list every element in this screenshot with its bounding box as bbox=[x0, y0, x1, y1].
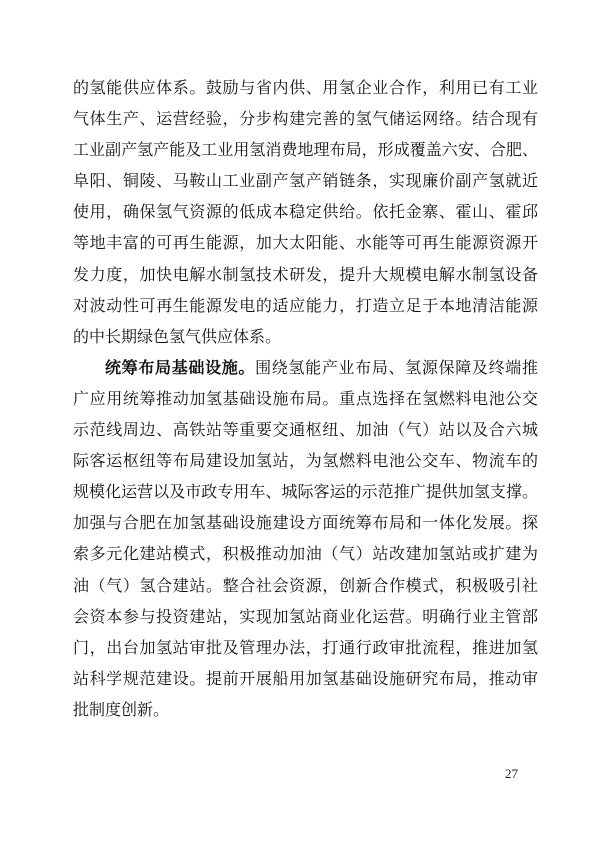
text-line: 阜阳、铜陵、马鞍山工业副产氢产销链条，实现廉价副产氢就近 bbox=[73, 171, 538, 191]
paragraph-infrastructure bbox=[73, 352, 538, 725]
text-line: 使用，确保氢气资源的低成本稳定供给。依托金寨、霍山、霍邱 bbox=[73, 202, 538, 222]
text-line: 工业副产氢产能及工业用氢消费地理布局，形成覆盖六安、合肥、 bbox=[73, 140, 538, 160]
text-line: 示范线周边、高铁站等重要交通枢纽、加油（气）站以及合六城 bbox=[73, 420, 538, 440]
page-number: 27 bbox=[505, 766, 518, 781]
text-line: 门，出台加氢站审批及管理办法，打通行政审批流程，推进加氢 bbox=[73, 637, 538, 657]
text-line: 等地丰富的可再生能源，加大太阳能、水能等可再生能源资源开 bbox=[73, 233, 538, 253]
text-line: 对波动性可再生能源发电的适应能力，打造立足于本地清洁能源 bbox=[73, 295, 538, 315]
text-line: 加强与合肥在加氢基础设施建设方面统筹布局和一体化发展。探 bbox=[73, 513, 538, 533]
text-line: 气体生产、运营经验，分步构建完善的氢气储运网络。结合现有 bbox=[73, 109, 538, 129]
text-line: 批制度创新。 bbox=[73, 699, 170, 719]
text-line: 的氢能供应体系。鼓励与省内供、用氢企业合作，利用已有工业 bbox=[73, 78, 538, 97]
body-text bbox=[73, 72, 538, 725]
paragraph-hydrogen-supply bbox=[73, 72, 538, 352]
text-line: 广应用统筹推动加氢基础设施布局。重点选择在氢燃料电池公交 bbox=[73, 388, 538, 408]
text-line bbox=[73, 352, 538, 383]
text-line: 规模化运营以及市政专用车、城际客运的示范推广提供加氢支撑。 bbox=[73, 482, 538, 502]
text-line: 发力度，加快电解水制氢技术研发，提升大规模电解水制氢设备 bbox=[73, 264, 538, 284]
section-heading: 统筹布局基础设施。 bbox=[105, 357, 256, 377]
text-line: 索多元化建站模式，积极推动加油（气）站改建加氢站或扩建为 bbox=[73, 544, 538, 564]
text-line: 站科学规范建设。提前开展船用加氢基础设施研究布局，推动审 bbox=[73, 668, 538, 688]
text-span: 围绕氢能产业布局、氢源保障及终端推 bbox=[255, 357, 538, 377]
text-line: 际客运枢纽等布局建设加氢站，为氢燃料电池公交车、物流车的 bbox=[73, 451, 538, 471]
text-line: 会资本参与投资建站，实现加氢站商业化运营。明确行业主管部 bbox=[73, 606, 538, 626]
text-line: 的中长期绿色氢气供应体系。 bbox=[73, 326, 282, 346]
text-line: 油（气）氢合建站。整合社会资源，创新合作模式，积极吸引社 bbox=[73, 575, 538, 595]
